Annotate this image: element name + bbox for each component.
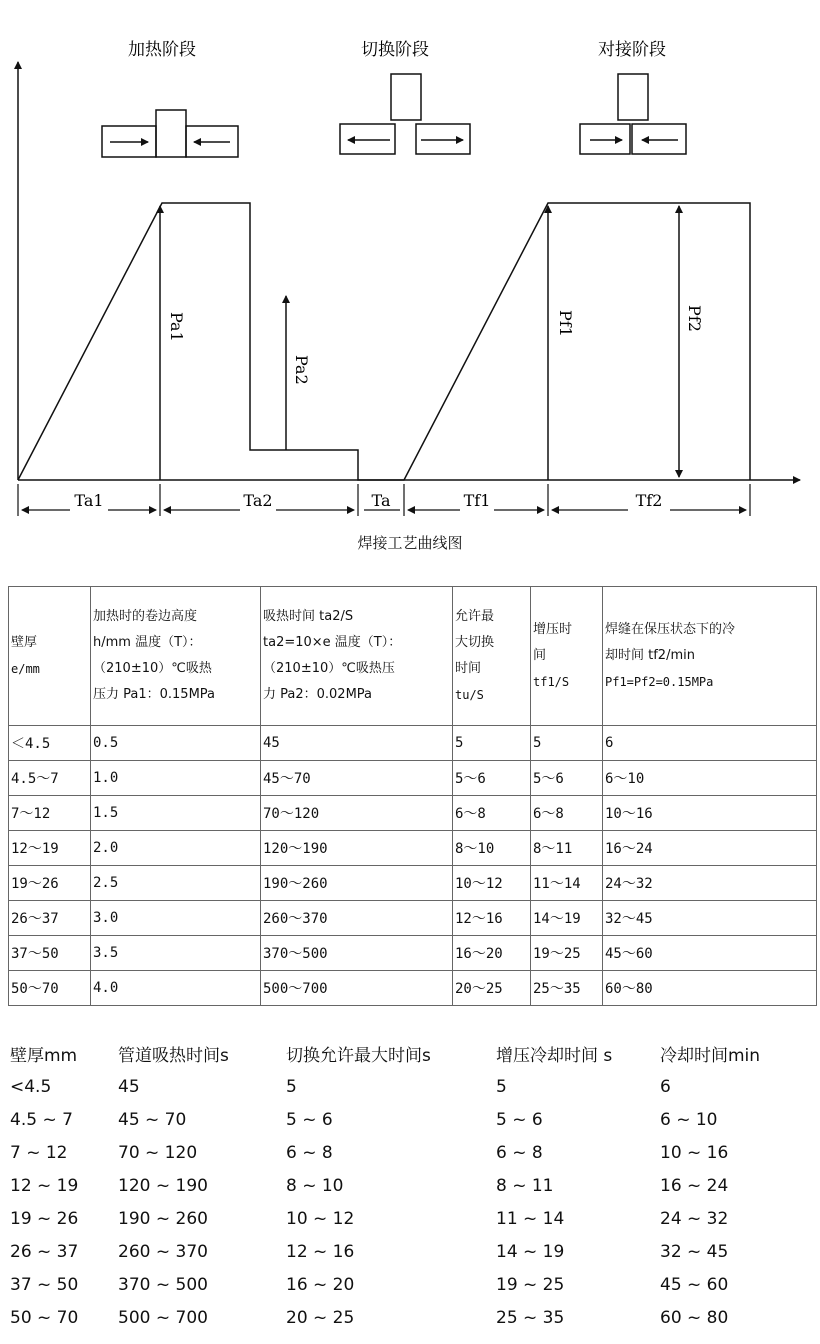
joint-stage-icon — [580, 74, 686, 154]
spec-cell: 11～14 — [531, 866, 603, 901]
summary-cell: 60 ~ 80 — [660, 1307, 729, 1328]
summary-cell: 12 ~ 19 — [10, 1175, 79, 1196]
heating-stage-icon — [102, 110, 238, 157]
welding-process-diagram — [0, 0, 820, 530]
spec-cell: 190～260 — [261, 866, 453, 901]
summary-cell: 37 ~ 50 — [10, 1274, 79, 1295]
spec-cell: 4.0 — [91, 971, 261, 1006]
spec-header-bead-height: 加热时的卷边高度 h/mm 温度（T）： （210±10）℃吸热 压力 Pa1：0.15MPa — [91, 587, 261, 726]
spec-cell: 6 — [603, 726, 817, 761]
summary-cell: 12 ~ 16 — [286, 1241, 355, 1262]
spec-cell: 6～8 — [453, 796, 531, 831]
summary-cell: 50 ~ 70 — [10, 1307, 79, 1328]
summary-cell: 20 ~ 25 — [286, 1307, 355, 1328]
summary-row — [10, 1169, 810, 1202]
summary-cell: 5 ~ 6 — [496, 1109, 543, 1130]
spec-cell: 1.0 — [91, 761, 261, 796]
spec-cell: 12～19 — [9, 831, 91, 866]
spec-header-heat-soak-time: 吸热时间 ta2/S ta2=10×e 温度（T）： （210±10）℃吸热压 力 Pa2：0.02MPa — [261, 587, 453, 726]
summary-cell: 370 ~ 500 — [118, 1274, 208, 1295]
summary-header: 增压冷却时间 s — [496, 1046, 613, 1066]
summary-cell: 19 ~ 26 — [10, 1208, 79, 1229]
spec-header-wall-thickness: 壁厚 e/mm — [9, 587, 91, 726]
summary-cell: 120 ~ 190 — [118, 1175, 208, 1196]
pa2-label: Pa2 — [292, 355, 311, 385]
spec-cell: 60～80 — [603, 971, 817, 1006]
spec-row — [9, 761, 817, 796]
switch-stage-icon — [340, 74, 470, 154]
summary-row — [10, 1235, 810, 1268]
summary-table — [10, 1037, 810, 1334]
summary-cell: 45 ~ 70 — [118, 1109, 187, 1130]
pressure-curve — [18, 203, 750, 480]
stage-title-joint: 对接阶段 — [598, 40, 666, 60]
spec-cell: 50～70 — [9, 971, 91, 1006]
summary-cell: 45 ~ 60 — [660, 1274, 729, 1295]
spec-cell: 45～70 — [261, 761, 453, 796]
summary-cell: 24 ~ 32 — [660, 1208, 729, 1229]
summary-header-row — [10, 1037, 810, 1070]
spec-cell: 0.5 — [91, 726, 261, 761]
summary-row — [10, 1202, 810, 1235]
stage-title-heating: 加热阶段 — [128, 40, 196, 60]
summary-cell: 5 ~ 6 — [286, 1109, 333, 1130]
spec-cell: 25～35 — [531, 971, 603, 1006]
spec-cell: 6～10 — [603, 761, 817, 796]
spec-cell: 16～24 — [603, 831, 817, 866]
spec-cell: 70～120 — [261, 796, 453, 831]
summary-cell: 6 ~ 10 — [660, 1109, 718, 1130]
spec-cell: 19～26 — [9, 866, 91, 901]
spec-cell: 10～16 — [603, 796, 817, 831]
ta2-label: Ta2 — [243, 491, 273, 510]
summary-cell: 6 ~ 8 — [496, 1142, 543, 1163]
spec-cell: 1.5 — [91, 796, 261, 831]
summary-cell: 16 ~ 24 — [660, 1175, 729, 1196]
stage-title-switch: 切换阶段 — [361, 40, 429, 60]
tf1-label: Tf1 — [463, 491, 491, 510]
summary-cell: 26 ~ 37 — [10, 1241, 79, 1262]
summary-row — [10, 1301, 810, 1334]
spec-cell: 32～45 — [603, 901, 817, 936]
spec-cell: 10～12 — [453, 866, 531, 901]
spec-cell: 5～6 — [453, 761, 531, 796]
spec-cell: 5 — [453, 726, 531, 761]
spec-cell: 5～6 — [531, 761, 603, 796]
spec-header-pressure-build-time: 增压时 间 tf1/S — [531, 587, 603, 726]
summary-cell: 10 ~ 12 — [286, 1208, 355, 1229]
summary-header: 冷却时间min — [660, 1046, 761, 1066]
spec-cell: 8～11 — [531, 831, 603, 866]
summary-cell: 4.5 ~ 7 — [10, 1109, 73, 1130]
spec-cell: 26～37 — [9, 901, 91, 936]
pa1-label: Pa1 — [167, 312, 186, 342]
pf2-label: Pf2 — [685, 305, 704, 332]
spec-cell: 370～500 — [261, 936, 453, 971]
spec-cell: 19～25 — [531, 936, 603, 971]
spec-cell: 6～8 — [531, 796, 603, 831]
spec-row — [9, 866, 817, 901]
spec-cell: 7～12 — [9, 796, 91, 831]
tf2-label: Tf2 — [635, 491, 663, 510]
spec-cell: 8～10 — [453, 831, 531, 866]
diagram-caption: 焊接工艺曲线图 — [357, 534, 463, 552]
summary-cell: 6 — [660, 1076, 671, 1097]
summary-cell: <4.5 — [10, 1076, 52, 1097]
summary-cell: 70 ~ 120 — [118, 1142, 198, 1163]
spec-row — [9, 796, 817, 831]
spec-cell: 5 — [531, 726, 603, 761]
summary-cell: 8 ~ 10 — [286, 1175, 344, 1196]
spec-cell: 4.5～7 — [9, 761, 91, 796]
summary-row — [10, 1136, 810, 1169]
spec-row — [9, 726, 817, 761]
summary-cell: 8 ~ 11 — [496, 1175, 554, 1196]
welding-parameter-table — [8, 586, 817, 1006]
spec-cell: 45 — [261, 726, 453, 761]
spec-row — [9, 901, 817, 936]
spec-cell: 37～50 — [9, 936, 91, 971]
summary-header: 壁厚mm — [10, 1046, 78, 1066]
summary-cell: 260 ~ 370 — [118, 1241, 208, 1262]
spec-cell: 14～19 — [531, 901, 603, 936]
spec-cell: 45～60 — [603, 936, 817, 971]
summary-row — [10, 1103, 810, 1136]
summary-cell: 25 ~ 35 — [496, 1307, 565, 1328]
summary-cell: 7 ~ 12 — [10, 1142, 68, 1163]
summary-cell: 16 ~ 20 — [286, 1274, 355, 1295]
spec-header-cooling-time: 焊缝在保压状态下的冷 却时间 tf2/min Pf1=Pf2=0.15MPa — [603, 587, 817, 726]
summary-cell: 5 — [286, 1076, 297, 1097]
summary-cell: 19 ~ 25 — [496, 1274, 565, 1295]
ta1-label: Ta1 — [74, 491, 104, 510]
summary-cell: 11 ~ 14 — [496, 1208, 565, 1229]
spec-cell: 16～20 — [453, 936, 531, 971]
spec-cell: 2.0 — [91, 831, 261, 866]
summary-cell: 14 ~ 19 — [496, 1241, 565, 1262]
summary-cell: 500 ~ 700 — [118, 1307, 208, 1328]
spec-cell: 3.5 — [91, 936, 261, 971]
spec-cell: 2.5 — [91, 866, 261, 901]
pf1-label: Pf1 — [556, 310, 575, 337]
summary-row — [10, 1070, 810, 1103]
ta-label: Ta — [371, 491, 391, 510]
summary-header: 管道吸热时间s — [118, 1046, 229, 1066]
spec-cell: 500～700 — [261, 971, 453, 1006]
summary-cell: 6 ~ 8 — [286, 1142, 333, 1163]
spec-cell: 12～16 — [453, 901, 531, 936]
summary-cell: 45 — [118, 1076, 140, 1097]
spec-cell: 260～370 — [261, 901, 453, 936]
spec-row — [9, 831, 817, 866]
spec-row — [9, 936, 817, 971]
spec-cell: 3.0 — [91, 901, 261, 936]
spec-cell: 120～190 — [261, 831, 453, 866]
spec-header-max-switch-time: 允许最 大切换 时间 tu/S — [453, 587, 531, 726]
summary-cell: 190 ~ 260 — [118, 1208, 208, 1229]
summary-header: 切换允许最大时间s — [286, 1046, 431, 1066]
spec-row — [9, 971, 817, 1006]
spec-cell: 20～25 — [453, 971, 531, 1006]
summary-row — [10, 1268, 810, 1301]
summary-cell: 5 — [496, 1076, 507, 1097]
spec-cell: 24～32 — [603, 866, 817, 901]
summary-cell: 10 ~ 16 — [660, 1142, 729, 1163]
summary-cell: 32 ~ 45 — [660, 1241, 729, 1262]
spec-cell: ＜4.5 — [9, 726, 91, 761]
spec-header-row — [9, 587, 817, 726]
